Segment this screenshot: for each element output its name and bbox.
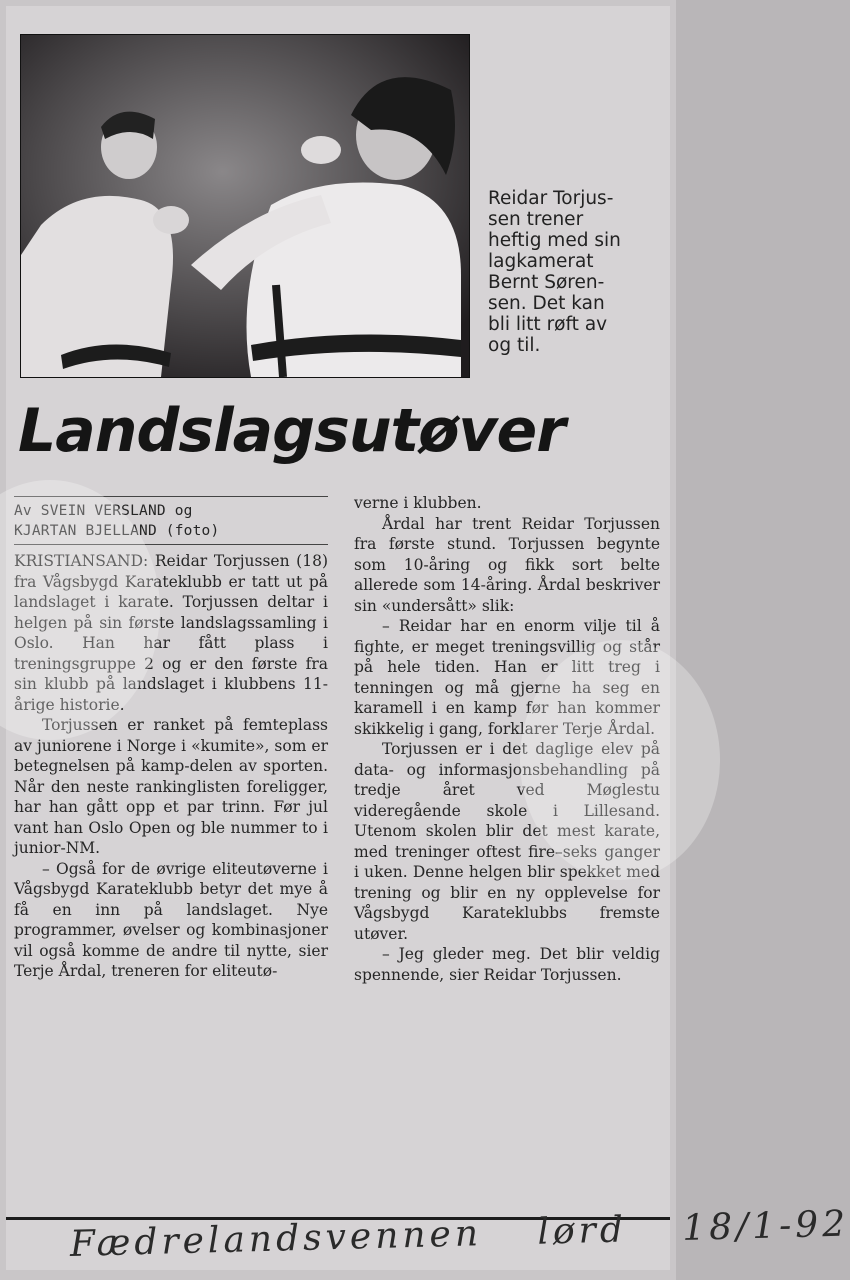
handwritten-paper-name: Fædrelandsvennen [69, 1213, 483, 1265]
handwritten-date: 18/1-92 [681, 1203, 850, 1249]
paragraph: Torjussen er i det daglige elev på data- og informasjonsbehandling på tredje året ved Møglestu videregående skole i Lillesand. Utenom skolen blir det mest karate, med treninger oftest fire–seks ganger i uken. Denne helgen blir spekket med trening og blir en ny opplevelse for Vågsbygd Karateklubbs fremste utøver. [354, 740, 660, 943]
karate-photo [20, 34, 470, 378]
byline-line-1: Av SVEIN VERSLAND og [14, 503, 193, 519]
headline: Landslagsutøver [18, 396, 565, 466]
paragraph: Årdal har trent Reidar Torjussen fra første stund. Torjussen begynte som 10-åring og fikk sort belte allerede som 14-åring. Årdal beskriver sin «undersått» slik: [354, 514, 660, 615]
byline-line-2: KJARTAN BJELLAND (foto) [14, 523, 220, 539]
paragraph: – Også for de øvrige eliteutøverne i Vågsbygd Karateklubb betyr det mye å få en inn på landslaget. Nye programmer, øvelser og kombinasjoner vil også komme de andre til nytte, sier Terje Årdal, treneren for eliteutø- [14, 859, 328, 980]
glare-spot [520, 640, 720, 880]
handwritten-day: lørd [536, 1209, 628, 1253]
paragraph: – Jeg gleder meg. Det blir veldig spennende, sier Reidar Torjussen. [354, 945, 660, 984]
karate-photo-illustration [21, 35, 469, 377]
paragraph: Torjussen er ranket på femteplass av juniorene i Norge i «kumite», som er betegnelsen på kamp-delen av sporten. Når den neste rankinglisten foreligger, har han gått opp et par trinn. Før jul vant han Oslo Open og ble nummer to i junior-NM. [14, 716, 328, 857]
paragraph: KRISTIANSAND: Reidar Torjussen (18) fra Vågsbygd Karateklubb er tatt ut på landslaget i karate. Torjussen deltar i helgen på sin første landslagssamling i Oslo. Han har fått plass i treningsgruppe 2 og er den første fra sin klubb på landslaget i klubbens 11-årige historie. [14, 552, 328, 714]
paragraph: verne i klubben. [354, 494, 482, 512]
photo-caption: Reidar Torjus- sen trener heftig med sin lagkamerat Bernt Søren- sen. Det kan bli litt røft av og til. [488, 188, 621, 356]
paragraph: – Reidar har en enorm vilje til å fighte, er meget treningsvillig og står på hele tiden. Han er litt treg i tenningen og må gjerne ha seg en karamell i en kamp før han kommer skikkelig i gang, forklarer Terje Årdal. [354, 617, 660, 738]
